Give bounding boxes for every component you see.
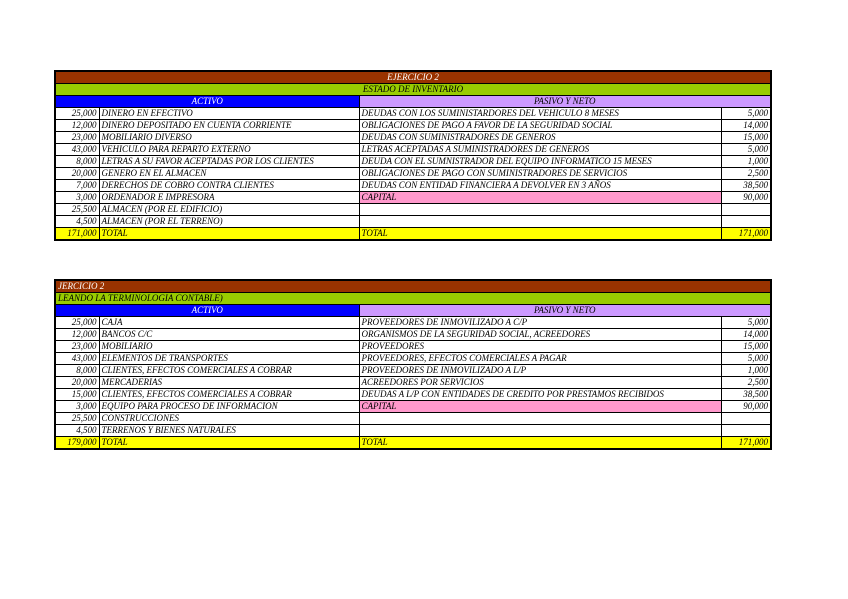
pasivo-amount: 1,000 — [721, 365, 771, 377]
table-row — [55, 341, 771, 353]
table-row — [55, 120, 771, 132]
table-title: JERCICIO 2 — [55, 280, 771, 293]
pasivo-amount: 5,000 — [721, 353, 771, 365]
pasivo-label: DEUDA CON EL SUMNISTRADOR DEL EQUIPO INFORMATICO 15 MESES — [359, 156, 721, 168]
pasivo-label: OBLIGACIONES DE PAGO CON SUMINISTRADORES DE SERVICIOS — [359, 168, 721, 180]
table-row — [55, 329, 771, 341]
activo-header: ACTIVO — [55, 96, 359, 108]
pasivo-amount: 38,500 — [721, 180, 771, 192]
table-row — [55, 389, 771, 401]
activo-amount: 3,000 — [55, 192, 99, 204]
pasivo-label — [359, 425, 721, 437]
pasivo-amount: 5,000 — [721, 317, 771, 329]
activo-label: TERRENOS Y BIENES NATURALES — [99, 425, 359, 437]
pasivo-amount: 15,000 — [721, 341, 771, 353]
total-activo-label: TOTAL — [99, 437, 359, 450]
activo-label: CAJA — [99, 317, 359, 329]
table-row — [55, 132, 771, 144]
activo-label: DINERO EN EFECTIVO — [99, 108, 359, 120]
activo-label: DERECHOS DE COBRO CONTRA CLIENTES — [99, 180, 359, 192]
pasivo-amount: 15,000 — [721, 132, 771, 144]
pasivo-label: ORGANISMOS DE LA SEGURIDAD SOCIAL, ACREEDORES — [359, 329, 721, 341]
activo-amount: 23,000 — [55, 132, 99, 144]
pasivo-label: DEUDAS A L/P CON ENTIDADES DE CREDITO POR PRESTAMOS RECIBIDOS — [359, 389, 721, 401]
activo-amount: 8,000 — [55, 156, 99, 168]
activo-amount: 3,000 — [55, 401, 99, 413]
activo-label: MERCADERIAS — [99, 377, 359, 389]
table-row — [55, 180, 771, 192]
total-activo-amount: 171,000 — [55, 228, 99, 241]
pasivo-label: DEUDAS CON LOS SUMINISTARDORES DEL VEHICULO 8 MESES — [359, 108, 721, 120]
table-title-row — [55, 280, 771, 293]
table-row — [55, 365, 771, 377]
pasivo-label: PROVEEDORES, EFECTOS COMERCIALES A PAGAR — [359, 353, 721, 365]
activo-label: ALMACEN (POR EL EDIFICIO) — [99, 204, 359, 216]
pasivo-label: PROVEEDORES — [359, 341, 721, 353]
total-pasivo-amount: 171,000 — [721, 437, 771, 450]
activo-amount: 7,000 — [55, 180, 99, 192]
pasivo-amount: 38,500 — [721, 389, 771, 401]
pasivo-amount: 5,000 — [721, 144, 771, 156]
pasivo-amount: 2,500 — [721, 377, 771, 389]
table-row — [55, 317, 771, 329]
table-row — [55, 156, 771, 168]
total-pasivo-label: TOTAL — [359, 228, 721, 241]
table-subtitle: LEANDO LA TERMINOLOGIA CONTABLE) — [55, 293, 771, 305]
activo-label: LETRAS A SU FAVOR ACEPTADAS POR LOS CLIENTES — [99, 156, 359, 168]
activo-amount: 43,000 — [55, 353, 99, 365]
pasivo-label — [359, 216, 721, 228]
activo-amount: 23,000 — [55, 341, 99, 353]
total-activo-amount: 179,000 — [55, 437, 99, 450]
activo-label: VEHICULO PARA REPARTO EXTERNO — [99, 144, 359, 156]
pasivo-amount: 2,500 — [721, 168, 771, 180]
activo-label: EQUIPO PARA PROCESO DE INFORMACION — [99, 401, 359, 413]
activo-amount: 15,000 — [55, 389, 99, 401]
table-row — [55, 144, 771, 156]
table-row — [55, 377, 771, 389]
activo-label: CLIENTES, EFECTOS COMERCIALES A COBRAR — [99, 365, 359, 377]
table-title: EJERCICIO 2 — [55, 71, 771, 84]
activo-label: CLIENTES, EFECTOS COMERCIALES A COBRAR — [99, 389, 359, 401]
total-pasivo-amount: 171,000 — [721, 228, 771, 241]
pasivo-label: PROVEEDORES DE INMOVILIZADO A C/P — [359, 317, 721, 329]
activo-amount: 4,500 — [55, 216, 99, 228]
table-row — [55, 216, 771, 228]
pasivo-label — [359, 413, 721, 425]
activo-label: MOBILIARIO DIVERSO — [99, 132, 359, 144]
activo-label: BANCOS C/C — [99, 329, 359, 341]
table-title-row — [55, 71, 771, 84]
accounting-terms-table — [54, 279, 772, 450]
activo-amount: 12,000 — [55, 120, 99, 132]
activo-amount: 12,000 — [55, 329, 99, 341]
pasivo-label: ACREEDORES POR SERVICIOS — [359, 377, 721, 389]
activo-amount: 25,000 — [55, 317, 99, 329]
table-row — [55, 401, 771, 413]
table-subtitle-row — [55, 293, 771, 305]
activo-label: ALMACEN (POR EL TERRENO) — [99, 216, 359, 228]
total-activo-label: TOTAL — [99, 228, 359, 241]
total-pasivo-label: TOTAL — [359, 437, 721, 450]
activo-label: ELEMENTOS DE TRANSPORTES — [99, 353, 359, 365]
pasivo-header: PASIVO Y NETO — [359, 305, 771, 317]
activo-label: ORDENADOR E IMPRESORA — [99, 192, 359, 204]
activo-label: DINERO DEPOSITADO EN CUENTA CORRIENTE — [99, 120, 359, 132]
activo-label: MOBILIARIO — [99, 341, 359, 353]
column-header-row — [55, 305, 771, 317]
table-row — [55, 168, 771, 180]
table-row — [55, 108, 771, 120]
pasivo-amount: 1,000 — [721, 156, 771, 168]
pasivo-amount: 90,000 — [721, 401, 771, 413]
activo-amount: 25,500 — [55, 413, 99, 425]
pasivo-amount: 14,000 — [721, 329, 771, 341]
table-row — [55, 192, 771, 204]
table-row — [55, 413, 771, 425]
total-row — [55, 228, 771, 241]
pasivo-amount — [721, 216, 771, 228]
pasivo-label: CAPITAL — [359, 192, 721, 204]
pasivo-amount: 14,000 — [721, 120, 771, 132]
pasivo-amount — [721, 413, 771, 425]
column-header-row — [55, 96, 771, 108]
pasivo-label: OBLIGACIONES DE PAGO A FAVOR DE LA SEGURIDAD SOCIAL — [359, 120, 721, 132]
inventory-table — [54, 70, 772, 241]
pasivo-label: CAPITAL — [359, 401, 721, 413]
total-row — [55, 437, 771, 450]
activo-amount: 43,000 — [55, 144, 99, 156]
activo-header: ACTIVO — [55, 305, 359, 317]
pasivo-amount: 5,000 — [721, 108, 771, 120]
pasivo-label: PROVEEDORES DE INMOVILIZADO A L/P — [359, 365, 721, 377]
table-row — [55, 425, 771, 437]
pasivo-header: PASIVO Y NETO — [359, 96, 771, 108]
pasivo-label: DEUDAS CON SUMINISTRADORES DE GENEROS — [359, 132, 721, 144]
table-row — [55, 353, 771, 365]
table-subtitle: ESTADO DE INVENTARIO — [55, 84, 771, 96]
table-subtitle-row — [55, 84, 771, 96]
table-row — [55, 204, 771, 216]
pasivo-amount — [721, 425, 771, 437]
pasivo-label — [359, 204, 721, 216]
pasivo-amount — [721, 204, 771, 216]
activo-amount: 20,000 — [55, 168, 99, 180]
activo-amount: 8,000 — [55, 365, 99, 377]
pasivo-amount: 90,000 — [721, 192, 771, 204]
activo-amount: 4,500 — [55, 425, 99, 437]
activo-amount: 20,000 — [55, 377, 99, 389]
pasivo-label: DEUDAS CON ENTIDAD FINANCIERA A DEVOLVER EN 3 AÑOS — [359, 180, 721, 192]
activo-label: CONSTRUCCIONES — [99, 413, 359, 425]
activo-amount: 25,500 — [55, 204, 99, 216]
activo-label: GENERO EN EL ALMACEN — [99, 168, 359, 180]
pasivo-label: LETRAS ACEPTADAS A SUMINISTRADORES DE GENEROS — [359, 144, 721, 156]
activo-amount: 25,000 — [55, 108, 99, 120]
